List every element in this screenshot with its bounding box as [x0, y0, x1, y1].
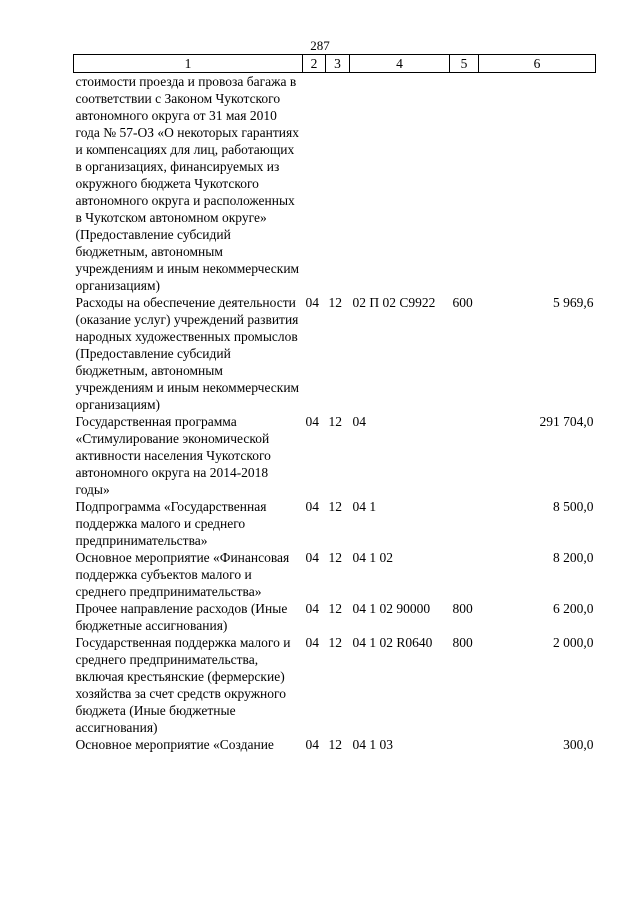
row-expense-type: [450, 498, 479, 549]
row-subsection: 12: [328, 737, 342, 752]
row-target: 04 1 02 R0640: [352, 635, 433, 650]
row-name: Подпрограмма «Государственная поддержка малого и среднего предпринимательства»: [75, 499, 267, 548]
row-expense-type: [450, 549, 479, 600]
row-subsection: 12: [328, 601, 342, 616]
row-target: 04 1 02: [352, 550, 393, 565]
row-name: стоимости проезда и провоза багажа в соответствии с Законом Чукотского автономного округа от 31 мая 2010 года № 57-ОЗ «О некоторых гарантиях и компенсациях для лиц, работающих в организациях, финансируемых из окружного бюджета Чукотского автономного округа и расположенных в Чукотском автономном округе» (Предоставление субсидий бюджетным, автономным учреждениям и иным некоммерческим организациям): [75, 74, 300, 293]
row-target: 04 1 02 90000: [352, 601, 431, 616]
row-name: Прочее направление расходов (Иные бюджетные ассигнования): [75, 601, 288, 633]
column-header-2: 2: [303, 55, 326, 73]
table-row: [74, 73, 596, 295]
table-row: [74, 634, 596, 736]
row-target: 04: [352, 414, 366, 429]
header-row: [74, 55, 596, 73]
row-section: 04: [305, 295, 319, 310]
table-body: [74, 73, 596, 754]
row-expense-type: [450, 413, 479, 498]
column-header-3: 3: [326, 55, 350, 73]
table-header: [74, 55, 596, 73]
budget-table: [73, 54, 596, 753]
row-name: Основное мероприятие «Создание: [75, 737, 274, 752]
table-row: [74, 413, 596, 498]
row-subsection: 12: [328, 550, 342, 565]
table-row: [74, 600, 596, 634]
row-subsection: 12: [328, 635, 342, 650]
table-row: [74, 549, 596, 600]
row-subsection: 12: [328, 414, 342, 429]
row-section: 04: [305, 635, 319, 650]
row-amount: 2 000,0: [553, 635, 594, 650]
row-target: 04 1: [352, 499, 377, 514]
column-header-4: 4: [350, 55, 450, 73]
row-section: 04: [305, 499, 319, 514]
row-amount: 291 704,0: [539, 414, 594, 429]
column-header-6: 6: [479, 55, 596, 73]
row-subsection: [326, 73, 350, 295]
row-name: Расходы на обеспечение деятельности (оказание услуг) учреждений развития народных художественных промыслов (Предоставление субсидий бюджетным, автономным учреждениям и иным некоммерческим организациям): [75, 295, 300, 412]
row-target: 04 1 03: [352, 737, 393, 752]
row-subsection: 12: [328, 295, 342, 310]
table-row: [74, 736, 596, 753]
row-expense-type: 800: [452, 635, 473, 650]
page-number: 287: [310, 38, 330, 53]
table-row: [74, 498, 596, 549]
table-row: [74, 294, 596, 413]
row-subsection: 12: [328, 499, 342, 514]
row-expense-type: [450, 736, 479, 753]
column-header-1: 1: [74, 55, 303, 73]
row-section: 04: [305, 550, 319, 565]
row-amount: 6 200,0: [553, 601, 594, 616]
row-expense-type: [450, 73, 479, 295]
row-name: Основное мероприятие «Финансовая поддержка субъектов малого и среднего предпринимательства»: [75, 550, 290, 599]
row-name: Государственная поддержка малого и среднего предпринимательства, включая крестьянские (фермерские) хозяйства за счет средств окружного бюджета (Иные бюджетные ассигнования): [75, 635, 291, 735]
row-name: Государственная программа «Стимулирование экономической активности населения Чукотского автономного округа на 2014-2018 годы»: [75, 414, 271, 497]
row-amount: 8 500,0: [553, 499, 594, 514]
row-amount: 5 969,6: [553, 295, 594, 310]
row-section: 04: [305, 601, 319, 616]
row-amount: 300,0: [563, 737, 594, 752]
column-header-5: 5: [450, 55, 479, 73]
row-target: [350, 73, 450, 295]
row-expense-type: 600: [452, 295, 473, 310]
row-amount: [479, 73, 596, 295]
row-section: 04: [305, 414, 319, 429]
row-section: [303, 73, 326, 295]
row-amount: 8 200,0: [553, 550, 594, 565]
row-expense-type: 800: [452, 601, 473, 616]
row-target: 02 П 02 С9922: [352, 295, 436, 310]
row-section: 04: [305, 737, 319, 752]
